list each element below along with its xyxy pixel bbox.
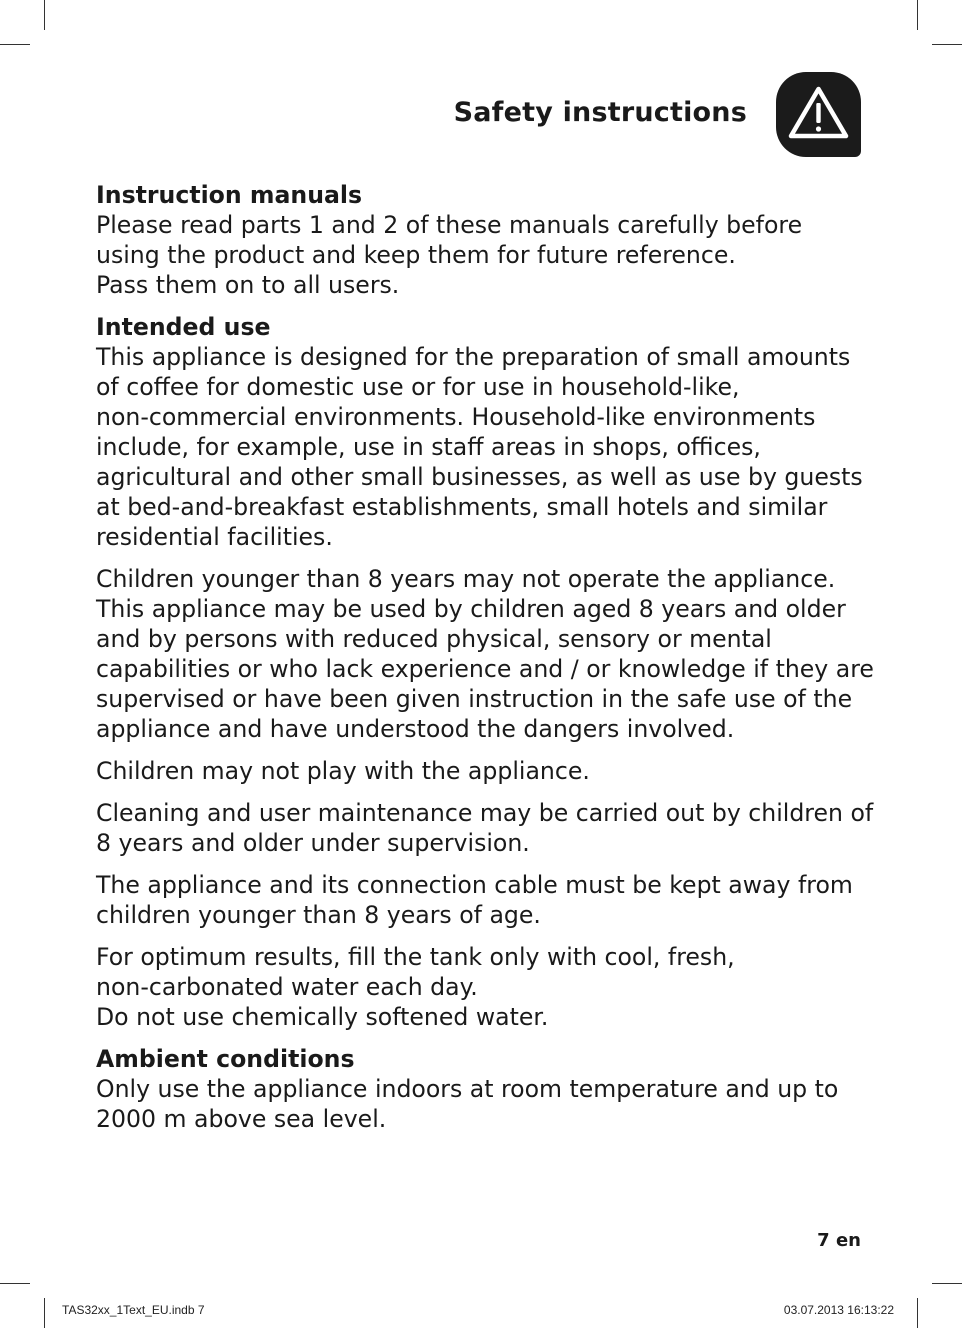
section-heading: Instruction manuals: [96, 181, 363, 209]
paragraph: [96, 564, 874, 744]
text-line: Children younger than 8 years may not operate the appliance.: [96, 565, 836, 593]
page-title: Safety instructions: [453, 97, 747, 128]
text-line: include, for example, use in staff areas in shops, offices,: [96, 433, 761, 461]
paragraph: [96, 342, 868, 552]
document-body: [96, 180, 874, 1146]
paragraph: [96, 798, 874, 858]
crop-mark: [0, 44, 30, 45]
text-line: non-carbonated water each day.: [96, 973, 478, 1001]
text-line: Pass them on to all users.: [96, 271, 400, 299]
crop-mark: [44, 1298, 45, 1328]
section-heading: Intended use: [96, 313, 271, 341]
crop-mark: [932, 44, 962, 45]
text-line: Please read parts 1 and 2 of these manuals carefully before: [96, 211, 803, 239]
paragraph: [96, 942, 868, 1032]
text-line: of coffee for domestic use or for use in household-like,: [96, 373, 740, 401]
warning-triangle-icon: [776, 72, 861, 157]
text-line: capabilities or who lack experience and / or knowledge if they are: [96, 655, 874, 683]
crop-mark: [917, 0, 918, 30]
text-line: at bed-and-breakfast establishments, small hotels and similar: [96, 493, 828, 521]
text-line: residential facilities.: [96, 523, 333, 551]
text-line: Cleaning and user maintenance may be carried out by children of: [96, 799, 874, 827]
text-line: Only use the appliance indoors at room temperature and up to: [96, 1075, 839, 1103]
crop-mark: [44, 0, 45, 30]
paragraph: [96, 210, 868, 300]
paragraph: [96, 1074, 868, 1134]
paragraph: [96, 870, 868, 930]
text-line: The appliance and its connection cable must be kept away from: [96, 871, 853, 899]
text-line: Do not use chemically softened water.: [96, 1003, 549, 1031]
section-ambient-conditions: [96, 1044, 868, 1134]
text-line: For optimum results, fill the tank only with cool, fresh,: [96, 943, 735, 971]
text-line: supervised or have been given instruction in the safe use of the: [96, 685, 853, 713]
paragraph: [96, 756, 868, 786]
text-line: and by persons with reduced physical, sensory or mental: [96, 625, 772, 653]
date-slug: 03.07.2013 16:13:22: [783, 1303, 894, 1317]
text-line: using the product and keep them for future reference.: [96, 241, 736, 269]
page-number: 7 en: [817, 1230, 861, 1251]
text-line: non-commercial environments. Household-like environments: [96, 403, 816, 431]
text-line: This appliance may be used by children aged 8 years and older: [96, 595, 846, 623]
section-intended-use: [96, 312, 874, 1032]
section-instruction-manuals: [96, 180, 868, 300]
text-line: agricultural and other small businesses, as well as use by guests: [96, 463, 863, 491]
text-line: appliance and have understood the dangers involved.: [96, 715, 735, 743]
text-line: Children may not play with the appliance.: [96, 757, 590, 785]
crop-mark: [932, 1283, 962, 1284]
crop-mark: [0, 1283, 30, 1284]
text-line: This appliance is designed for the preparation of small amounts: [96, 343, 851, 371]
crop-mark: [917, 1298, 918, 1328]
text-line: 8 years and older under supervision.: [96, 829, 530, 857]
section-heading: Ambient conditions: [96, 1045, 355, 1073]
text-line: children younger than 8 years of age.: [96, 901, 541, 929]
text-line: 2000 m above sea level.: [96, 1105, 387, 1133]
file-slug: TAS32xx_1Text_EU.indb 7: [62, 1303, 205, 1317]
